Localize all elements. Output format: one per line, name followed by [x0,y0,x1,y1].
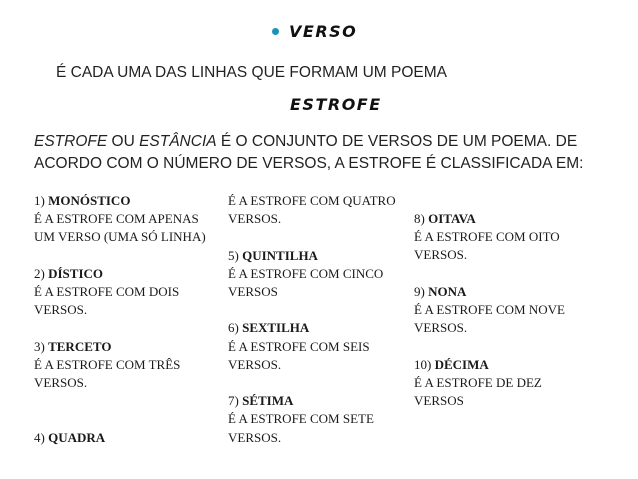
term-estrofe: ESTROFE [34,133,108,150]
type-name: QUINTILHA [242,247,318,263]
type-desc: É A ESTROFE COM CINCO [228,265,384,281]
type-heading: 5) QUINTILHA [228,247,318,263]
estrofe-definition [34,131,624,175]
connector: OU [107,133,140,150]
type-heading: 3) TERCETO [34,338,112,354]
type-name: QUADRA [48,429,106,445]
type-name: TERCETO [48,338,112,354]
verso-definition: É CADA UMA DAS LINHAS QUE FORMAM UM POEMA [56,64,448,81]
type-desc: UM VERSO (UMA SÓ LINHA) [34,229,206,245]
type-desc: É A ESTROFE COM QUATRO [228,193,396,208]
type-heading: 6) SEXTILHA [228,320,310,336]
column-1 [34,192,206,447]
type-name: SEXTILHA [242,320,310,336]
type-heading: 9) NONA [414,283,467,299]
bullet-icon [272,28,279,35]
type-desc: É A ESTROFE COM DOIS [34,284,180,299]
type-name: SÉTIMA [242,393,294,409]
type-desc: É A ESTROFE COM SETE [228,411,374,427]
column-3 [414,210,565,410]
column-2 [228,192,396,447]
type-desc: VERSOS. [34,375,88,390]
type-desc: É A ESTROFE COM APENAS [34,211,199,227]
type-desc: VERSOS. [414,320,468,336]
type-name: DÍSTICO [48,265,104,281]
type-name: OITAVA [428,211,476,226]
type-heading: 7) SÉTIMA [228,393,294,409]
type-desc: VERSOS. [228,429,282,445]
type-desc: É A ESTROFE COM NOVE [414,302,565,317]
type-desc: É A ESTROFE COM SEIS [228,338,370,354]
type-name: NONA [428,283,467,299]
type-desc: VERSOS. [414,247,468,263]
estrofe-definition-text: É O CONJUNTO DE VERSOS DE UM POEMA. DE ACORDO COM O NÚMERO DE VERSOS, A ESTROFE É CLASSIFICADA EM: [34,133,584,172]
verso-heading [272,22,357,41]
type-heading: 2) DÍSTICO [34,265,104,281]
verso-title: VERSO [289,22,358,41]
type-desc: É A ESTROFE DE DEZ [414,374,542,390]
type-desc: É A ESTROFE COM OITO [414,229,560,245]
type-desc: VERSOS [228,284,278,299]
type-heading: 4) QUADRA [34,429,106,445]
type-desc: É A ESTROFE COM TRÊS [34,356,181,372]
type-desc: VERSOS. [228,211,282,227]
type-desc: VERSOS. [228,356,282,372]
estrofe-title: ESTROFE [290,95,382,114]
type-desc: VERSOS. [34,302,88,318]
type-name: MONÓSTICO [48,193,131,208]
type-heading: 8) OITAVA [414,211,476,226]
type-desc: VERSOS [414,393,464,408]
type-heading: 1) MONÓSTICO [34,193,131,208]
type-name: DÉCIMA [434,356,489,372]
term-estancia: ESTÂNCIA [139,133,217,150]
type-heading: 10) DÉCIMA [414,356,489,372]
